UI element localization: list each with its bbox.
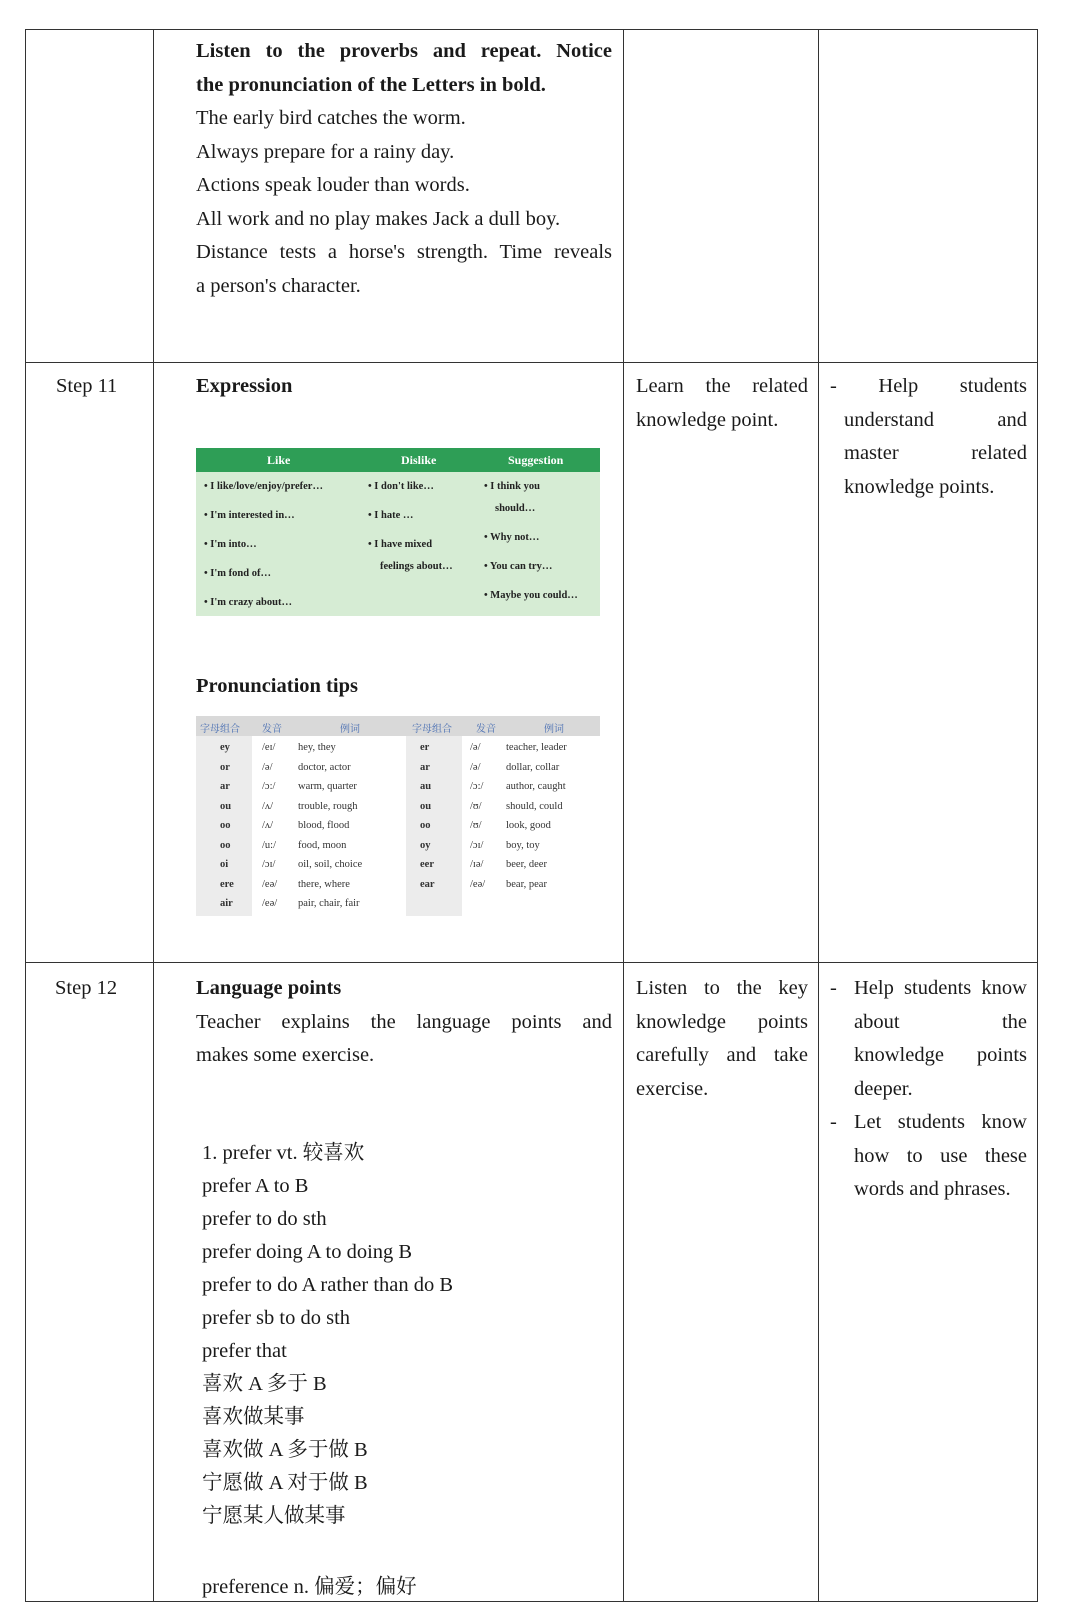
expression-title: Expression: [196, 375, 293, 397]
pron-left-row-1-col-3: hey, they: [298, 742, 336, 753]
step-12-student-activity: [636, 972, 808, 1106]
purpose-a-line-4: deeper.: [854, 1077, 913, 1100]
dislike-item-3: • I have mixed: [368, 539, 433, 550]
point-3: prefer to do sth: [202, 1208, 327, 1230]
pron-right-row-7-col-2: /ɪə/: [470, 859, 484, 870]
suggestion-item-4: • Maybe you could…: [484, 590, 578, 601]
suggestion-item-3: • You can try…: [484, 561, 553, 572]
like-item-1: • I like/love/enjoy/prefer…: [204, 481, 323, 492]
pron-right-row-2-col-3: dollar, collar: [506, 761, 560, 773]
pron-left-row-9-col-3: pair, chair, fair: [298, 898, 360, 909]
pron-right-row-5-col-3: look, good: [506, 820, 551, 831]
point-12: 宁愿某人做某事: [202, 1505, 346, 1527]
point-1: 1. prefer vt. 较喜欢: [202, 1142, 365, 1164]
pron-left-row-5-col-1: oo: [220, 820, 231, 831]
purpose-line-2: understand and: [844, 408, 1027, 431]
row-divider-1: [25, 362, 1038, 363]
proverbs-cell: [196, 35, 612, 102]
pron-left-row-3-col-3: warm, quarter: [298, 781, 357, 792]
pron-left-row-7-col-2: /ɔɪ/: [262, 859, 276, 870]
purpose-b-line-3: words and phrases.: [854, 1178, 1011, 1200]
pronunciation-table: [196, 716, 600, 916]
dislike-item-1: • I don't like…: [368, 481, 434, 492]
proverb-5-cont: a person's character.: [196, 274, 361, 297]
pron-left-row-2-col-3: doctor, actor: [298, 761, 351, 773]
pron-left-row-3-col-1: ar: [220, 781, 230, 792]
like-item-5: • I'm crazy about…: [204, 597, 292, 608]
point-8: 喜欢 A 多于 B: [202, 1373, 327, 1395]
pron-left-row-9-col-2: /eə/: [262, 898, 278, 909]
language-points-title: Language points: [196, 977, 342, 999]
pron-left-row-1-col-1: ey: [220, 742, 230, 753]
point-2: prefer A to B: [202, 1175, 309, 1197]
like-item-3: • I'm into…: [204, 539, 257, 550]
purpose-a-line-3: knowledge points: [854, 1044, 1027, 1066]
pron-header-sound-right: 发音: [476, 724, 496, 735]
purpose-line-1: - Help students: [830, 375, 1027, 397]
pron-right-row-3-col-1: au: [420, 781, 432, 792]
pron-left-row-4-col-1: ou: [220, 800, 232, 812]
s12-activity-line-1: Listen to the key: [636, 977, 808, 999]
pron-left-row-1-col-2: /eɪ/: [262, 742, 276, 753]
step-11-purpose: [830, 370, 1027, 504]
pron-left-row-5-col-3: blood, flood: [298, 820, 350, 831]
pron-right-row-7-col-1: eer: [420, 859, 434, 870]
s12-activity-line-4: exercise.: [636, 1077, 709, 1100]
proverb-3: Actions speak louder than words.: [196, 174, 470, 196]
like-item-2: • I'm interested in…: [204, 510, 295, 521]
pron-right-row-1-col-2: /ə/: [470, 742, 481, 753]
table-border-left: [25, 29, 26, 1602]
pron-right-row-2-col-2: /ə/: [470, 761, 481, 773]
table-border-top: [25, 29, 1038, 30]
header-dislike: Dislike: [401, 453, 437, 467]
pron-left-row-5-col-2: /ʌ/: [262, 820, 274, 831]
header-like: Like: [267, 453, 291, 467]
header-suggestion: Suggestion: [508, 453, 564, 467]
proverbs-heading-line-2: the pronunciation of the Letters in bold.: [196, 73, 546, 96]
point-9: 喜欢做某事: [202, 1406, 305, 1428]
pronunciation-table-header: [196, 716, 600, 736]
expression-table-header: [196, 448, 600, 472]
col-divider-1: [153, 29, 154, 1602]
language-points-cell: [196, 972, 612, 1073]
pron-right-row-1-col-1: er: [420, 742, 430, 753]
s12-activity-line-2: knowledge points: [636, 1010, 808, 1033]
pron-left-row-6-col-3: food, moon: [298, 839, 347, 851]
proverbs-heading-line-1: Listen to the proverbs and repeat. Notice: [196, 40, 612, 62]
suggestion-item-1: • I think you: [484, 481, 540, 492]
pron-left-row-6-col-2: /u:/: [262, 839, 277, 851]
point-7: prefer that: [202, 1340, 287, 1362]
pron-right-row-3-col-3: author, caught: [506, 781, 566, 792]
purpose-b-line-2: how to use these: [854, 1144, 1027, 1167]
pron-right-row-4-col-3: should, could: [506, 800, 563, 812]
pron-right-row-3-col-2: /ɔ:/: [470, 781, 484, 792]
pron-left-row-8-col-3: there, where: [298, 878, 350, 890]
proverb-5: Distance tests a horse's strength. Time reveals: [196, 241, 612, 263]
preference-line: preference n. 偏爱；偏好: [202, 1576, 417, 1598]
pron-header-combo-right: 字母组合: [412, 724, 452, 735]
prefer-points: [202, 1137, 602, 1533]
row-divider-2: [25, 962, 1038, 963]
point-5: prefer to do A rather than do B: [202, 1274, 454, 1296]
pron-header-words-left: 例词: [340, 724, 360, 735]
pron-right-row-2-col-1: ar: [420, 761, 430, 773]
pron-left-row-8-col-1: ere: [220, 878, 234, 890]
s12-activity-line-3: carefully and take: [636, 1044, 808, 1066]
pron-right-row-8-col-3: bear, pear: [506, 878, 547, 890]
pron-left-row-4-col-2: /ʌ/: [262, 800, 274, 812]
point-10: 喜欢做 A 多于做 B: [202, 1439, 368, 1461]
point-4: prefer doing A to doing B: [202, 1241, 413, 1263]
pron-right-row-8-col-2: /eə/: [470, 878, 486, 890]
pron-right-row-7-col-3: beer, deer: [506, 859, 547, 870]
intro-line-1: Teacher explains the language points and: [196, 1010, 612, 1033]
proverb-1: The early bird catches the worm.: [196, 107, 466, 129]
proverb-4: All work and no play makes Jack a dull boy.: [196, 207, 561, 230]
pron-left-row-3-col-2: /ɔ:/: [262, 781, 276, 792]
purpose-a-line-1: Help students know: [854, 977, 1027, 999]
point-6: prefer sb to do sth: [202, 1307, 351, 1329]
purpose-b-line-1: Let students know: [854, 1111, 1027, 1133]
pron-right-row-1-col-3: teacher, leader: [506, 742, 567, 753]
suggestion-item-2: • Why not…: [484, 532, 540, 543]
col-divider-3: [818, 29, 819, 1602]
purpose-a-line-2: about the: [854, 1010, 1027, 1033]
step-11-label: Step 11: [56, 375, 118, 397]
pron-right-row-6-col-1: oy: [420, 839, 431, 851]
dislike-item-2: • I hate …: [368, 510, 414, 521]
pron-right-row-6-col-2: /ɔɪ/: [470, 839, 484, 851]
expression-table: [196, 448, 600, 616]
pron-left-row-6-col-1: oo: [220, 839, 231, 851]
pron-left-row-2-col-2: /ə/: [262, 761, 273, 773]
proverbs-list: [196, 102, 612, 303]
pron-left-row-2-col-1: or: [220, 761, 230, 773]
pron-right-row-5-col-2: /ʊ/: [470, 820, 482, 831]
pron-left-row-4-col-3: trouble, rough: [298, 800, 358, 812]
point-11: 宁愿做 A 对于做 B: [202, 1472, 368, 1494]
suggestion-item-1-cont: should…: [495, 503, 536, 514]
like-item-4: • I'm fond of…: [204, 568, 271, 579]
pron-left-row-8-col-2: /eə/: [262, 878, 278, 890]
col-divider-2: [623, 29, 624, 1602]
intro-line-2: makes some exercise.: [196, 1044, 375, 1066]
table-border-bottom: [25, 1601, 1038, 1602]
pron-header-sound-left: 发音: [262, 724, 282, 735]
pron-header-combo-left: 字母组合: [200, 724, 240, 735]
pron-right-row-8-col-1: ear: [420, 878, 435, 890]
proverb-2: Always prepare for a rainy day.: [196, 140, 455, 163]
student-activity-line-1: Learn the related: [636, 375, 808, 397]
bullet-dash-a: -: [830, 977, 837, 999]
pron-right-row-6-col-3: boy, toy: [506, 839, 540, 851]
pron-left-row-7-col-3: oil, soil, choice: [298, 859, 363, 870]
pron-right-row-4-col-1: ou: [420, 800, 432, 812]
purpose-line-3: master related: [844, 442, 1027, 464]
table-border-right: [1037, 29, 1038, 1602]
purpose-line-4: knowledge points.: [844, 475, 995, 498]
dislike-item-3-cont: feelings about…: [380, 561, 453, 572]
pronunciation-tips-title: Pronunciation tips: [196, 675, 358, 697]
pron-right-row-4-col-2: /ʊ/: [470, 800, 482, 812]
pron-header-words-right: 例词: [544, 724, 564, 735]
step-12-purpose: [830, 972, 1027, 1207]
student-activity-line-2: knowledge point.: [636, 408, 779, 431]
pron-left-row-9-col-1: air: [220, 898, 233, 909]
step-12-label: Step 12: [55, 977, 118, 999]
pron-right-row-5-col-1: oo: [420, 820, 431, 831]
bullet-dash-b: -: [830, 1111, 837, 1133]
step-11-student-activity: [636, 370, 808, 437]
pron-left-row-7-col-1: oi: [220, 859, 229, 870]
